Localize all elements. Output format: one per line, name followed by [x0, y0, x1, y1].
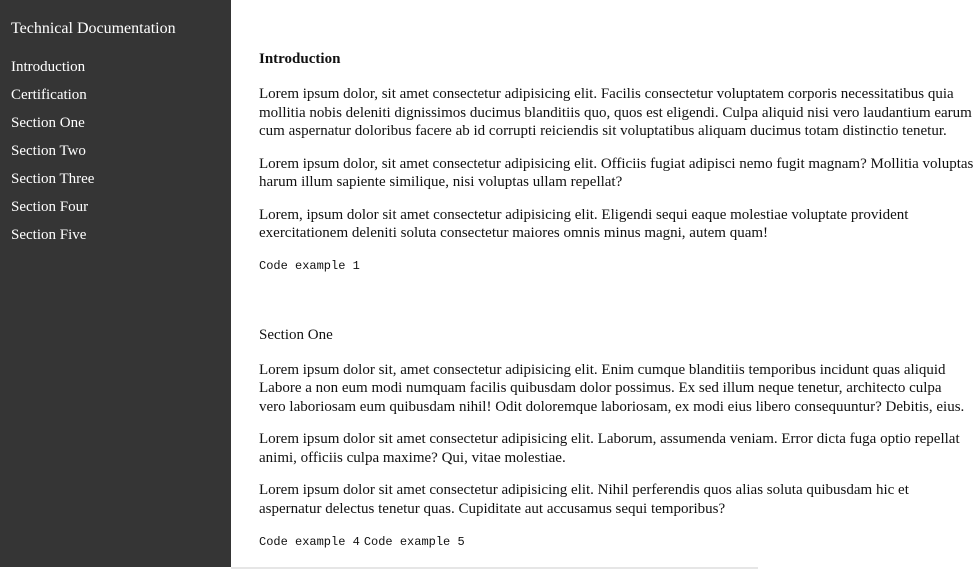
- paragraph-line: harum illum sapiente similique, nisi voluptas ullam repellat?: [259, 174, 623, 190]
- code-examples: [259, 258, 980, 274]
- nav-item: [11, 57, 94, 85]
- nav-item: [11, 225, 94, 253]
- paragraph-line: exercitationem deleniti soluta consectetur maiores omnis minus magni, autem quam!: [259, 225, 769, 241]
- main-doc[interactable]: [231, 0, 980, 567]
- paragraph-line: Lorem, ipsum dolor sit amet consectetur adipisicing elit. Eligendi sequi eaque molestiae voluptate provident: [259, 206, 909, 223]
- paragraph: [259, 361, 980, 417]
- code-example: Code example 5: [363, 535, 465, 549]
- paragraph-line: aspernatur delectus tenetur quas. Cupiditate aut accusamus sequi temporibus?: [259, 500, 726, 517]
- nav-link-section-five[interactable]: Section Five: [11, 227, 87, 243]
- paragraph-line: Labore a non eum modi numquam facilis quibusdam dolor possimus. Ex sed illum neque tenetur, architecto culpa: [259, 380, 942, 396]
- paragraph-line: mollitia nobis deleniti dignissimos ducimus blanditiis quo, quos est eligendi. Culpa aliquid nisi vero laudantium earum: [259, 104, 972, 121]
- paragraph-line: Lorem ipsum dolor sit, amet consectetur adipisicing elit. Enim cumque blanditiis temporibus incidunt quas aliquid: [259, 361, 946, 378]
- paragraph: [259, 206, 980, 243]
- nav-item: [11, 169, 94, 197]
- nav-link-section-one[interactable]: Section One: [11, 115, 85, 131]
- paragraph: [259, 430, 980, 467]
- code-example: Code example 1: [259, 258, 360, 273]
- nav-link-section-two[interactable]: Section Two: [11, 143, 86, 159]
- paragraph-line: cum aspernatur doloribus facere ab id corrupti reiciendis sit voluptatibus aliquam ducimus totam distinctio tenetur.: [259, 123, 947, 139]
- paragraph-line: Lorem ipsum dolor sit amet consectetur adipisicing elit. Nihil perferendis quos alias soluta quibusdam hic et: [259, 482, 909, 498]
- nav-link-section-four[interactable]: Section Four: [11, 199, 89, 215]
- code-examples: [259, 534, 980, 550]
- paragraph-line: Lorem ipsum dolor, sit amet consectetur adipisicing elit. Facilis consectetur voluptatem corporis necessitatibus quia: [259, 86, 954, 102]
- section-heading: Introduction: [259, 51, 341, 67]
- nav-list: [11, 57, 94, 253]
- paragraph-line: animi, officiis culpa maxime? Qui, vitae molestiae.: [259, 449, 566, 466]
- nav-link-certification[interactable]: Certification: [11, 87, 87, 103]
- horizontal-scrollbar[interactable]: [231, 567, 758, 569]
- paragraph-line: vero laboriosam eum quibusdam nihil! Odit doloremque laboriosam, ex modi eius libero consequuntur? Debitis, eius.: [259, 398, 965, 415]
- nav-item: [11, 197, 94, 225]
- paragraph-line: Lorem ipsum dolor sit amet consectetur adipisicing elit. Laborum, assumenda veniam. Error dicta fuga optio repellat: [259, 431, 960, 447]
- nav-item: [11, 85, 94, 113]
- nav-link-section-three[interactable]: Section Three: [11, 171, 95, 187]
- section-one: [259, 324, 980, 551]
- code-example: Code example 4: [259, 535, 360, 549]
- paragraph-line: Lorem ipsum dolor, sit amet consectetur adipisicing elit. Officiis fugiat adipisci nemo fugit magnam? Mollitia voluptas: [259, 155, 974, 172]
- doc-content: [259, 48, 980, 550]
- navbar: [0, 0, 231, 567]
- nav-item: [11, 141, 94, 169]
- section-heading: Section One: [259, 326, 333, 343]
- nav-link-introduction[interactable]: Introduction: [11, 59, 86, 75]
- section-introduction: [259, 48, 980, 274]
- paragraph: [259, 85, 980, 141]
- paragraph: [259, 155, 980, 192]
- nav-title: Technical Documentation: [11, 20, 176, 37]
- nav-item: [11, 113, 94, 141]
- paragraph: [259, 481, 980, 518]
